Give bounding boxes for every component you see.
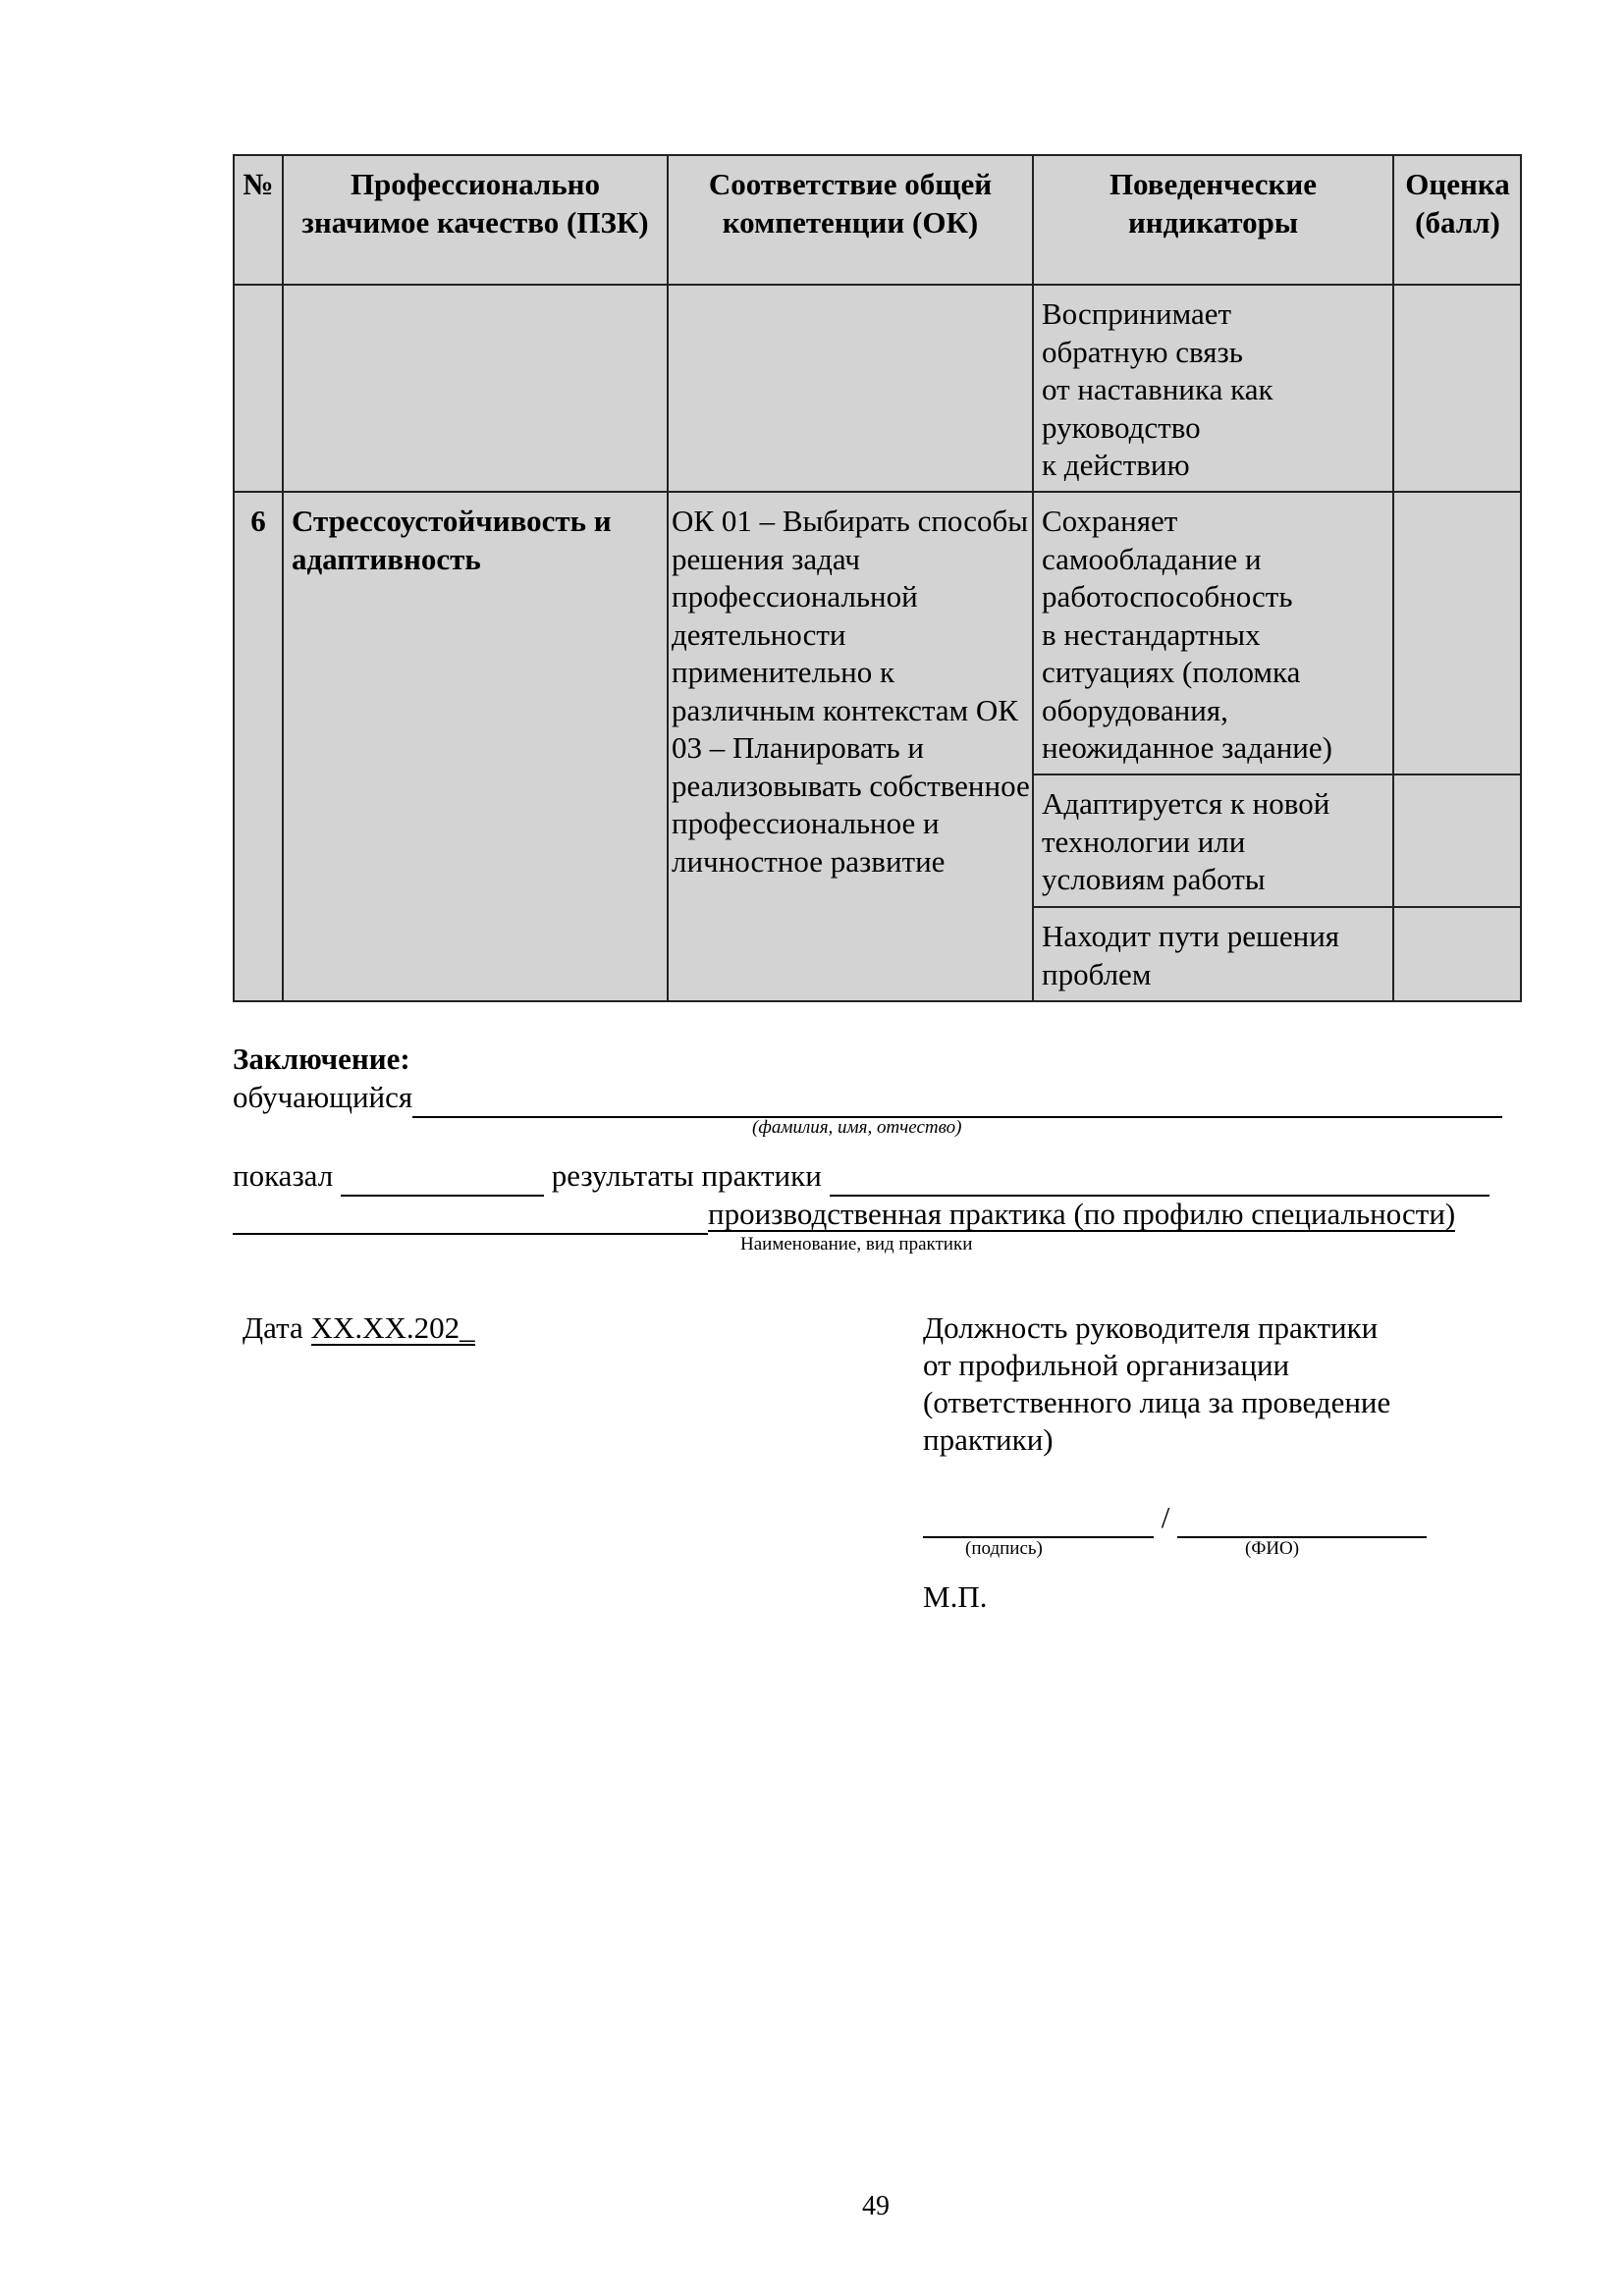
cell-score xyxy=(1393,285,1521,492)
table-header-row xyxy=(234,155,1521,285)
cell-indicator: Находит пути решения проблем xyxy=(1033,907,1393,1001)
header-indicators: Поведенческие индикаторы xyxy=(1033,155,1393,285)
date-line xyxy=(243,1309,475,1347)
fio-blank xyxy=(1177,1499,1427,1538)
position-line: Должность руководителя практики xyxy=(923,1310,1379,1345)
practice-line xyxy=(233,1196,1455,1235)
cell-score xyxy=(1393,907,1521,1001)
grade-blank xyxy=(341,1157,544,1197)
header-num: № xyxy=(234,155,283,285)
date-value: XX.XX.202_ xyxy=(310,1310,475,1345)
cell-indicator: Воспринимает обратную связь от наставника как руководство к действию xyxy=(1033,285,1393,492)
conclusion-title: Заключение: xyxy=(233,1041,410,1076)
table-row xyxy=(234,285,1521,492)
student-line xyxy=(233,1079,1502,1118)
results-line xyxy=(233,1157,1489,1197)
results-blank xyxy=(830,1157,1489,1197)
results-label: результаты практики xyxy=(551,1158,822,1193)
table-row xyxy=(234,492,1521,774)
cell-score xyxy=(1393,492,1521,774)
page-number: 49 xyxy=(862,2191,890,2221)
cell-indicator: Сохраняет самообладание и работоспособность в нестандартных ситуациях (поломка оборудования, неожиданное задание) xyxy=(1033,492,1393,774)
sign-caption: (подпись) xyxy=(965,1538,1043,1559)
position-line: практики) xyxy=(923,1422,1054,1457)
student-blank xyxy=(412,1079,1502,1118)
cell-competence-empty xyxy=(668,285,1033,492)
practice-caption: Наименование, вид практики xyxy=(740,1234,973,1255)
cell-quality-empty xyxy=(283,285,668,492)
header-competence: Соответствие общей компетенции (ОК) xyxy=(668,155,1033,285)
student-label: обучающийся xyxy=(233,1080,413,1114)
header-score: Оценка (балл) xyxy=(1393,155,1521,285)
cell-num: 6 xyxy=(234,492,283,1001)
fio-caption: (фамилия, имя, отчество) xyxy=(752,1117,962,1138)
position-line: от профильной организации xyxy=(923,1348,1290,1382)
signature-blank xyxy=(923,1499,1154,1538)
shown-label: показал xyxy=(233,1158,334,1193)
position-block xyxy=(923,1309,1390,1459)
practice-blank xyxy=(233,1196,708,1235)
position-line: (ответственного лица за проведение xyxy=(923,1385,1391,1419)
cell-quality: Стрессоустойчивость и адаптивность xyxy=(283,492,668,1001)
cell-num-empty xyxy=(234,285,283,492)
header-quality: Профессионально значимое качество (ПЗК) xyxy=(283,155,668,285)
stamp-label: М.П. xyxy=(923,1579,988,1614)
fio-sign-caption: (ФИО) xyxy=(1245,1538,1300,1559)
signature-slash: / xyxy=(1161,1500,1170,1534)
cell-score xyxy=(1393,774,1521,907)
cell-competence: ОК 01 – Выбирать способы решения задач профессиональной деятельности применительно к различным контекстам ОК 03 – Планировать и реализовывать собственное профессиональное и личностное развитие xyxy=(668,492,1033,1001)
practice-type: производственная практика (по профилю специальности) xyxy=(708,1197,1456,1231)
date-label: Дата xyxy=(243,1310,303,1345)
signature-line xyxy=(923,1499,1427,1538)
evaluation-table xyxy=(233,154,1522,1002)
cell-indicator: Адаптируется к новой технологии или условиям работы xyxy=(1033,774,1393,907)
